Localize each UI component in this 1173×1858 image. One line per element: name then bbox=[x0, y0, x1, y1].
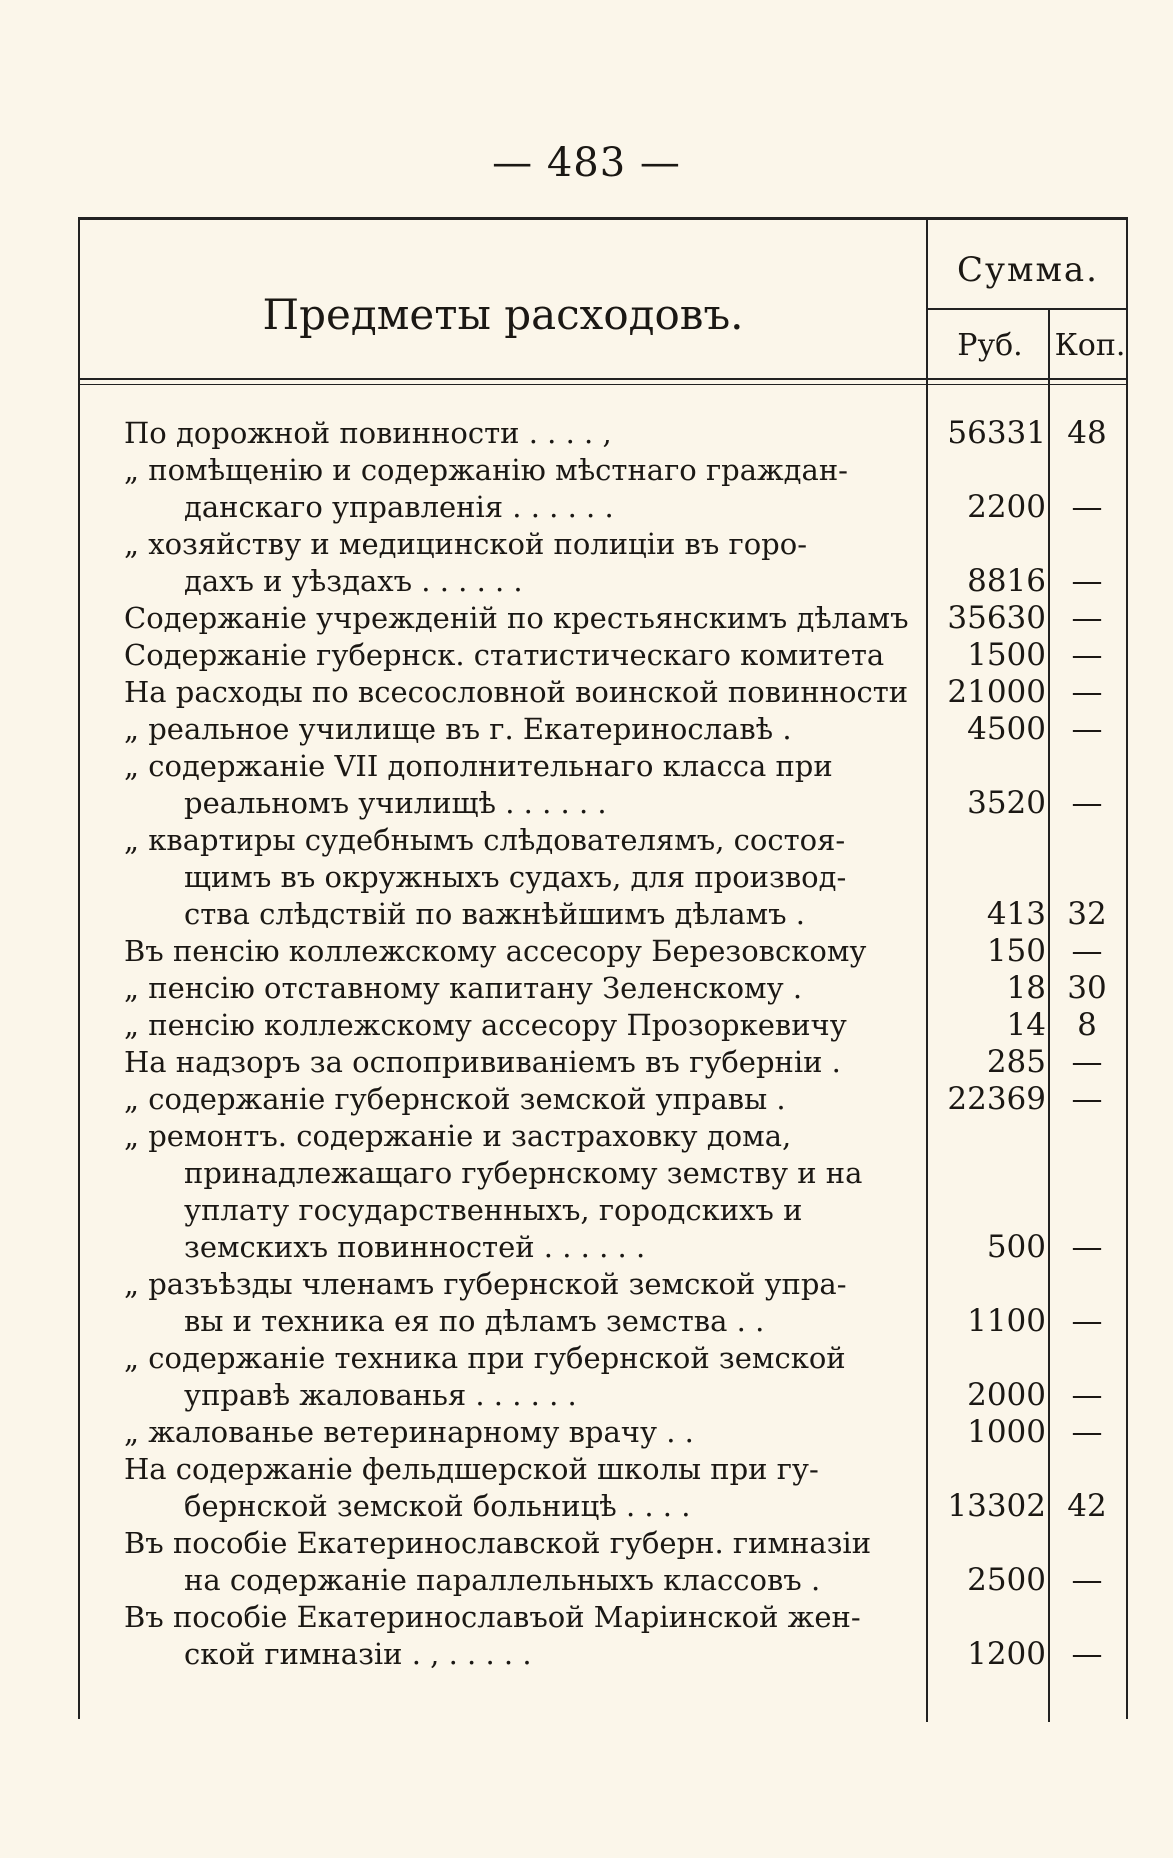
amount-kop: — bbox=[1071, 711, 1103, 747]
expense-description bbox=[80, 711, 946, 748]
expense-row bbox=[80, 637, 1126, 674]
amount-rub: 1100 bbox=[967, 1303, 1046, 1339]
description-line: Въ пенсію коллежскому ассесору Березовскому bbox=[124, 934, 867, 968]
expense-description bbox=[80, 822, 946, 933]
description-line: уплату государственныхъ, городскихъ и bbox=[184, 1193, 803, 1227]
amount-kop: — bbox=[1071, 674, 1103, 710]
expense-description bbox=[80, 1414, 946, 1451]
expense-row bbox=[80, 822, 1126, 933]
header-kop: Коп. bbox=[1054, 328, 1126, 363]
expense-row bbox=[80, 1340, 1126, 1414]
description-line: „ ремонтъ. содержаніе и застраховку дома, bbox=[124, 1119, 792, 1153]
description-line: Содержаніе губернск. статистическаго комитета bbox=[124, 638, 885, 672]
expense-row bbox=[80, 1266, 1126, 1340]
description-line: щимъ въ окружныхъ судахъ, для производ- bbox=[184, 860, 847, 894]
amount-rub: 413 bbox=[986, 896, 1046, 932]
expense-row bbox=[80, 1525, 1126, 1599]
amount-rub: 13302 bbox=[947, 1488, 1046, 1524]
amount-rub: 56331 bbox=[947, 415, 1046, 451]
expense-description bbox=[80, 452, 946, 526]
amount-kop: — bbox=[1071, 489, 1103, 525]
description-line: „ содержаніе губернской земской управы . bbox=[124, 1082, 786, 1116]
header-rub: Руб. bbox=[957, 328, 1023, 363]
description-line: ской гимназіи . , . . . . . bbox=[184, 1637, 532, 1671]
amount-kop: 30 bbox=[1067, 970, 1107, 1006]
expense-description bbox=[80, 933, 946, 970]
expense-description bbox=[80, 1599, 946, 1673]
expense-description bbox=[80, 415, 946, 452]
amount-rub: 35630 bbox=[947, 600, 1046, 636]
expense-rows bbox=[80, 415, 1126, 1673]
expense-row bbox=[80, 600, 1126, 637]
expense-row bbox=[80, 452, 1126, 526]
expense-description bbox=[80, 748, 946, 822]
description-line: Содержаніе учрежденій по крестьянскимъ дѣламъ bbox=[124, 601, 909, 635]
description-line: „ жалованье ветеринарному врачу . . bbox=[124, 1415, 694, 1449]
amount-rub: 18 bbox=[1006, 970, 1046, 1006]
expense-row bbox=[80, 1007, 1126, 1044]
header-bottom-line bbox=[80, 378, 1126, 380]
amount-rub: 22369 bbox=[947, 1081, 1046, 1117]
amount-kop: — bbox=[1071, 1081, 1103, 1117]
description-line: „ содержаніе техника при губернской земской bbox=[124, 1341, 846, 1375]
expense-description bbox=[80, 970, 946, 1007]
amount-kop: 8 bbox=[1077, 1007, 1097, 1043]
description-line: „ квартиры судебнымъ слѣдователямъ, состоя- bbox=[124, 823, 846, 857]
expense-row bbox=[80, 1451, 1126, 1525]
expense-description bbox=[80, 1340, 946, 1414]
amount-kop: — bbox=[1071, 1044, 1103, 1080]
amount-rub: 1200 bbox=[967, 1636, 1046, 1672]
description-line: Въ пособіе Екатеринославской губерн. гимназіи bbox=[124, 1526, 872, 1560]
expense-description bbox=[80, 1044, 946, 1081]
description-line: „ помѣщенію и содержанію мѣстнаго граждан- bbox=[124, 453, 848, 487]
amount-rub: 1000 bbox=[967, 1414, 1046, 1450]
expense-description bbox=[80, 1007, 946, 1044]
expense-description bbox=[80, 526, 946, 600]
expense-description bbox=[80, 637, 946, 674]
description-line: „ пенсію коллежскому ассесору Прозоркевичу bbox=[124, 1008, 847, 1042]
expense-row bbox=[80, 1081, 1126, 1118]
expense-row bbox=[80, 1044, 1126, 1081]
expense-description bbox=[80, 1118, 946, 1266]
description-line: вы и техника ея по дѣламъ земства . . bbox=[184, 1304, 765, 1338]
expense-row bbox=[80, 674, 1126, 711]
amount-rub: 2000 bbox=[967, 1377, 1046, 1413]
expense-row bbox=[80, 526, 1126, 600]
amount-rub: 8816 bbox=[967, 563, 1046, 599]
amount-kop: — bbox=[1071, 563, 1103, 599]
expense-table bbox=[78, 217, 1128, 1719]
amount-rub: 2500 bbox=[967, 1562, 1046, 1598]
description-line: На надзоръ за оспопрививаніемъ въ губерніи . bbox=[124, 1045, 841, 1079]
expense-description bbox=[80, 1266, 946, 1340]
amount-rub: 285 bbox=[986, 1044, 1046, 1080]
description-line: На расходы по всесословной воинской повинности bbox=[124, 675, 909, 709]
expense-description bbox=[80, 1451, 946, 1525]
header-sum: Сумма. bbox=[957, 250, 1099, 290]
header-title: Предметы расходовъ. bbox=[262, 290, 744, 339]
amount-rub: 1500 bbox=[967, 637, 1046, 673]
sum-underline bbox=[926, 308, 1126, 310]
description-line: данскаго управленія . . . . . . bbox=[184, 490, 614, 524]
amount-kop: — bbox=[1071, 637, 1103, 673]
description-line: бернской земской больницѣ . . . . bbox=[184, 1489, 691, 1523]
description-line: ства слѣдствій по важнѣйшимъ дѣламъ . bbox=[184, 897, 806, 931]
amount-kop: — bbox=[1071, 600, 1103, 636]
amount-kop: 32 bbox=[1067, 896, 1107, 932]
expense-row bbox=[80, 1599, 1126, 1673]
expense-row bbox=[80, 1414, 1126, 1451]
description-line: управѣ жалованья . . . . . . bbox=[184, 1378, 577, 1412]
description-line: „ пенсію отставному капитану Зеленскому . bbox=[124, 971, 803, 1005]
expense-row bbox=[80, 415, 1126, 452]
expense-description bbox=[80, 674, 946, 711]
expense-description bbox=[80, 600, 946, 637]
description-line: „ реальное училище въ г. Екатеринославѣ . bbox=[124, 712, 792, 746]
amount-rub: 21000 bbox=[947, 674, 1046, 710]
description-line: реальномъ училищѣ . . . . . . bbox=[184, 786, 607, 820]
expense-row bbox=[80, 711, 1126, 748]
description-line: земскихъ повинностей . . . . . . bbox=[184, 1230, 646, 1264]
amount-kop: — bbox=[1071, 933, 1103, 969]
expense-row bbox=[80, 748, 1126, 822]
amount-kop: — bbox=[1071, 1562, 1103, 1598]
amount-rub: 500 bbox=[986, 1229, 1046, 1265]
expense-row bbox=[80, 933, 1126, 970]
description-line: Въ пособіе Екатеринославъой Маріинской жен- bbox=[124, 1600, 861, 1634]
header-bottom-line-2 bbox=[80, 384, 1126, 385]
expense-row bbox=[80, 1118, 1126, 1266]
amount-kop: — bbox=[1071, 1414, 1103, 1450]
expense-description bbox=[80, 1081, 946, 1118]
expense-description bbox=[80, 1525, 946, 1599]
description-line: „ хозяйству и медицинской полиціи въ горо- bbox=[124, 527, 808, 561]
amount-rub: 150 bbox=[986, 933, 1046, 969]
amount-kop: — bbox=[1071, 785, 1103, 821]
amount-kop: — bbox=[1071, 1377, 1103, 1413]
amount-kop: 42 bbox=[1067, 1488, 1107, 1524]
amount-kop: — bbox=[1071, 1303, 1103, 1339]
description-line: По дорожной повинности . . . . , bbox=[124, 416, 612, 450]
page-number: — 483 — bbox=[492, 140, 681, 186]
description-line: На содержаніе фельдшерской школы при гу- bbox=[124, 1452, 819, 1486]
amount-rub: 4500 bbox=[967, 711, 1046, 747]
amount-rub: 2200 bbox=[967, 489, 1046, 525]
amount-kop: — bbox=[1071, 1229, 1103, 1265]
amount-rub: 14 bbox=[1006, 1007, 1046, 1043]
expense-row bbox=[80, 970, 1126, 1007]
description-line: дахъ и уѣздахъ . . . . . . bbox=[184, 564, 523, 598]
amount-kop: 48 bbox=[1067, 415, 1107, 451]
description-line: на содержаніе параллельныхъ классовъ . bbox=[184, 1563, 821, 1597]
amount-rub: 3520 bbox=[967, 785, 1046, 821]
amount-kop: — bbox=[1071, 1636, 1103, 1672]
description-line: принадлежащаго губернскому земству и на bbox=[184, 1156, 863, 1190]
description-line: „ содержаніе VII дополнительнаго класса при bbox=[124, 749, 833, 783]
description-line: „ разъѣзды членамъ губернской земской упра- bbox=[124, 1267, 847, 1301]
